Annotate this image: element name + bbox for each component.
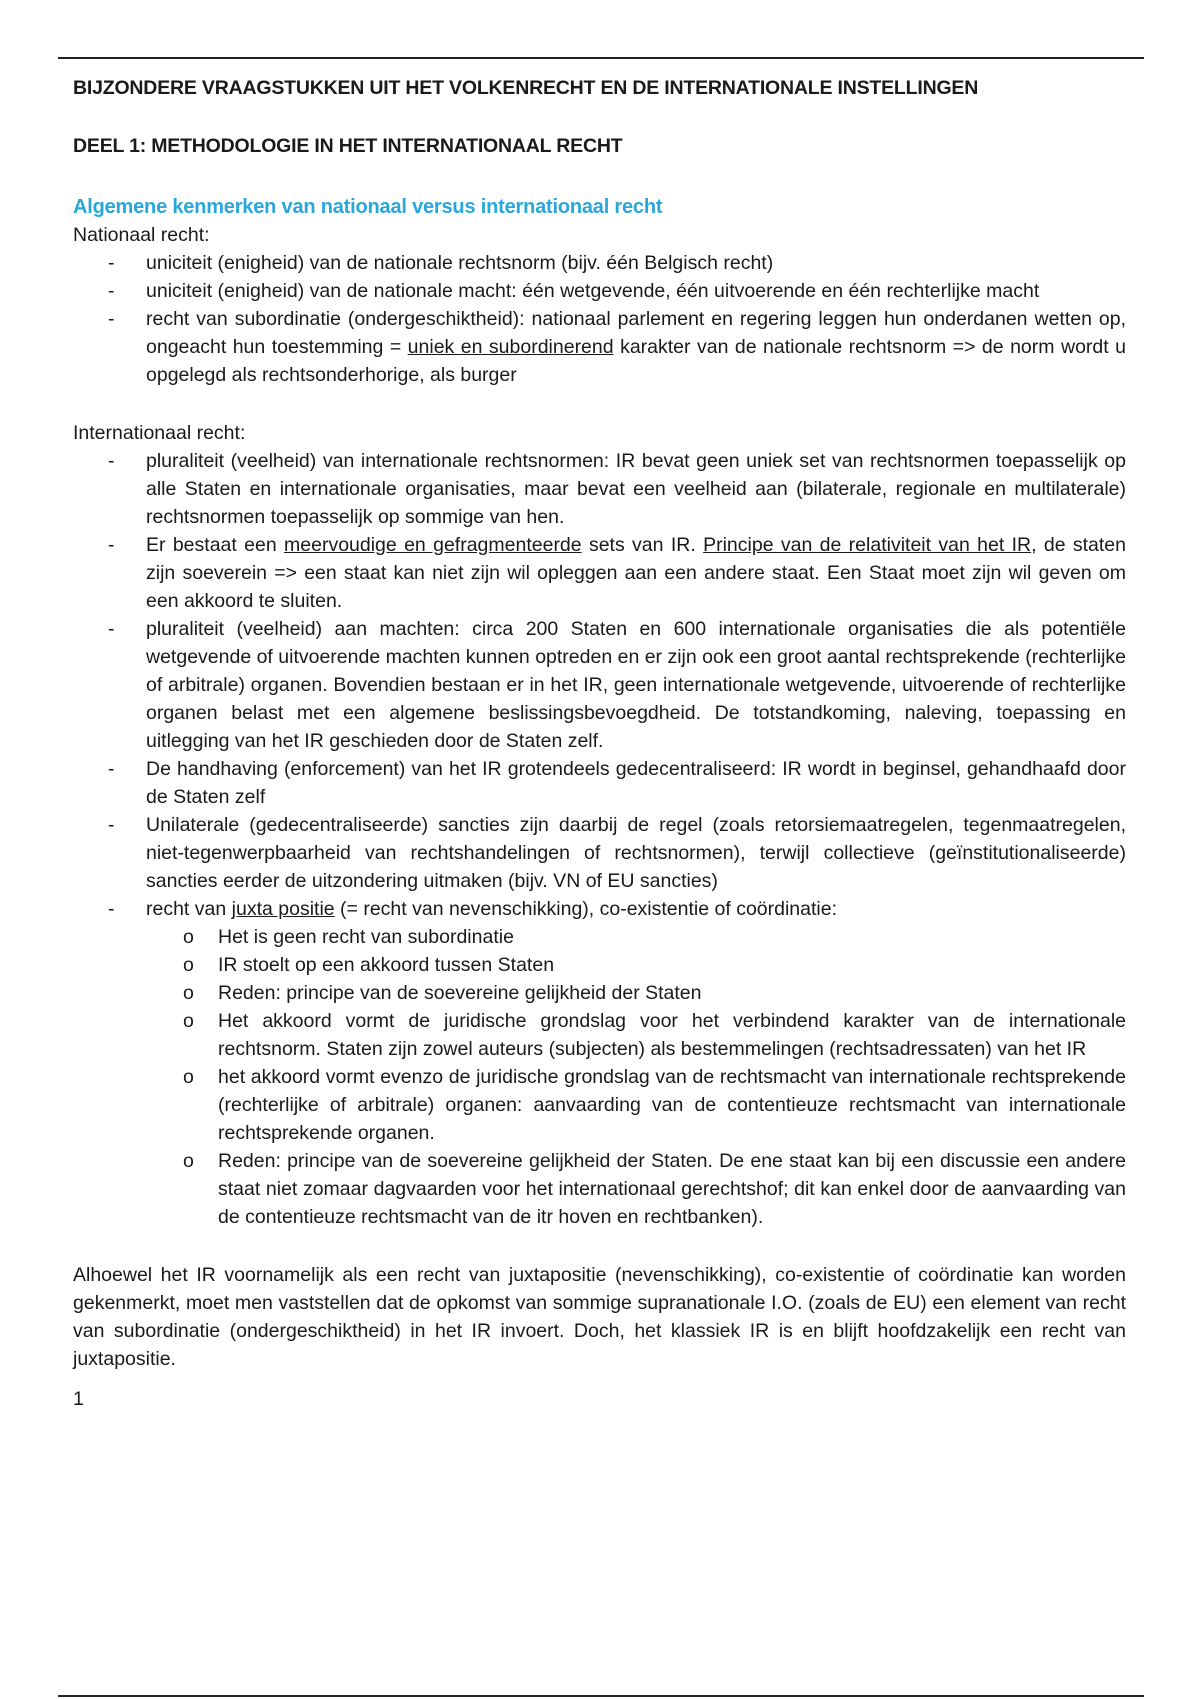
bottom-rule	[58, 1695, 1144, 1697]
list-item: - uniciteit (enigheid) van de nationale macht: één wetgevende, één uitvoerende en één rechterlijke macht	[73, 277, 1126, 305]
list-item: - De handhaving (enforcement) van het IR grotendeels gedecentraliseerd: IR wordt in beginsel, gehandhaafd door de Staten zelf	[73, 755, 1126, 811]
underlined-text: juxta positie	[231, 898, 335, 920]
national-list	[73, 249, 1126, 389]
sub-list-item: o Reden: principe van de soevereine gelijkheid der Staten	[73, 979, 1126, 1007]
list-item	[73, 895, 1126, 1231]
underlined-text: uniek en subordinerend	[407, 336, 614, 358]
international-lead: Internationaal recht:	[73, 422, 246, 444]
list-item	[73, 531, 1126, 615]
list-item: - pluraliteit (veelheid) aan machten: circa 200 Staten en 600 internationale organisaties die als potentiële wetgevende of uitvoerende machten kunnen optreden en er zijn ook een groot aantal rechtsprekende (rechterlijke of arbitrale) organen. Bovendien bestaan er in het IR, geen internationale wetgevende, uitvoerende of rechterlijke organen belast met een algemene beslissingsbevoegdheid. De totstandkoming, naleving, toepassing en uitlegging van het IR geschieden door de Staten zelf.	[73, 615, 1126, 755]
underlined-text: Principe van de relativiteit van het IR	[703, 534, 1032, 556]
page-number: 1	[73, 1388, 84, 1410]
text-run: recht van subordinatie (ondergeschiktheid): nationaal parlement en regering leggen hun onderdanen wetten op, ongeacht hun toestemming =	[146, 308, 1126, 358]
closing-paragraph: Alhoewel het IR voornamelijk als een recht van juxtapositie (nevenschikking), co-existentie of coördinatie kan worden gekenmerkt, moet men vaststellen dat de opkomst van sommige supranationale I.O. (zoals de EU) een element van recht van subordinatie (ondergeschiktheid) in het IR invoert. Doch, het klassiek IR is en blijft hoofdzakelijk een recht van juxtapositie.	[73, 1264, 1126, 1370]
sub-list-item: o het akkoord vormt evenzo de juridische grondslag van de rechtsmacht van internationale rechtsprekende (rechterlijke of arbitrale) organen: aanvaarding van de contentieuze rechtsmacht van internationale rechtsprekende organen.	[73, 1063, 1126, 1147]
sub-list	[73, 923, 1126, 1231]
international-list	[73, 447, 1126, 1231]
text-run: recht van	[146, 898, 232, 920]
sub-list-item: o IR stoelt op een akkoord tussen Staten	[73, 951, 1126, 979]
national-lead: Nationaal recht:	[73, 224, 210, 246]
top-rule	[58, 57, 1144, 59]
sub-list-item: o Het akkoord vormt de juridische grondslag voor het verbindend karakter van de internationale rechtsnorm. Staten zijn zowel auteurs (subjecten) als bestemmelingen (rechtsadressaten) van het IR	[73, 1007, 1126, 1063]
list-item	[73, 305, 1126, 389]
section-heading: Algemene kenmerken van nationaal versus internationaal recht	[73, 196, 663, 218]
document-page	[73, 74, 1126, 1413]
sub-list-item: o Het is geen recht van subordinatie	[73, 923, 1126, 951]
text-run: sets van IR.	[581, 534, 704, 556]
document-title: BIJZONDERE VRAAGSTUKKEN UIT HET VOLKENRECHT EN DE INTERNATIONALE INSTELLINGEN	[73, 77, 979, 99]
list-item: - uniciteit (enigheid) van de nationale rechtsnorm (bijv. één Belgisch recht)	[73, 249, 1126, 277]
text-run: (= recht van nevenschikking), co-existentie of coördinatie:	[334, 898, 838, 920]
text-run: Er bestaat een	[146, 534, 285, 556]
text-run: , de staten zijn soeverein => een staat kan niet zijn wil opleggen aan een andere staat. Een Staat moet zijn wil geven om een akkoord te sluiten.	[146, 534, 1126, 612]
list-item: - pluraliteit (veelheid) van internationale rechtsnormen: IR bevat geen uniek set van rechtsnormen toepasselijk op alle Staten en internationale organisaties, maar bevat een veelheid aan (bilaterale, regionale en multilaterale) rechtsnormen toepasselijk op sommige van hen.	[73, 447, 1126, 531]
text-run: karakter van de nationale rechtsnorm => de norm wordt u opgelegd als rechtsonderhorige, als burger	[146, 336, 1126, 386]
part-heading: DEEL 1: METHODOLOGIE IN HET INTERNATIONAAL RECHT	[73, 135, 623, 157]
underlined-text: meervoudige en gefragmenteerde	[284, 534, 582, 556]
list-item: - Unilaterale (gedecentraliseerde) sancties zijn daarbij de regel (zoals retorsiemaatregelen, tegenmaatregelen, niet-tegenwerpbaarheid van rechtshandelingen of rechtsnormen), terwijl collectieve (geïnstitutionaliseerde) sancties eerder de uitzondering uitmaken (bijv. VN of EU sancties)	[73, 811, 1126, 895]
sub-list-item: o Reden: principe van de soevereine gelijkheid der Staten. De ene staat kan bij een discussie een andere staat niet zomaar dagvaarden voor het internationaal gerechtshof; dit kan enkel door de aanvaarding van de contentieuze rechtsmacht van de itr hoven en rechtbanken).	[73, 1147, 1126, 1231]
